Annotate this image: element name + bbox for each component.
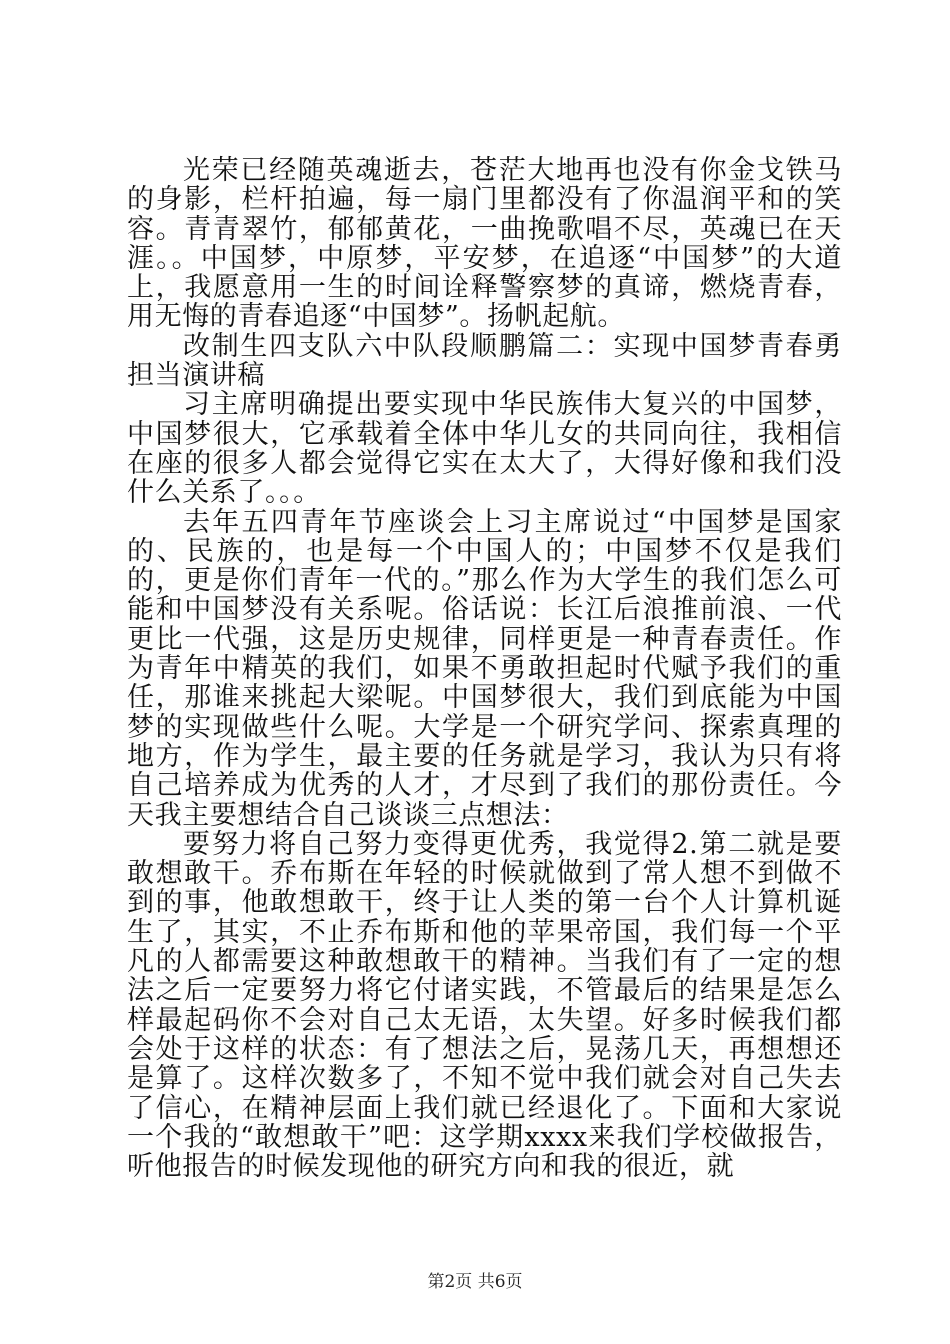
paragraph: 去年五四青年节座谈会上习主席说过“中国梦是国家的、民族的，也是每一个中国人的；中国梦不仅是我们的，更是你们青年一代的。”那么作为大学生的我们怎么可能和中国梦没有关系呢。俗话说：长江后浪推前浪、一代更比一代强，这是历史规律，同样更是一种青春责任。作为青年中精英的我们，如果不勇敢担起时代赋予我们的重任，那谁来挑起大梁呢。中国梦很大，我们到底能为中国梦的实现做些什么呢。大学是一个研究学问、探索真理的地方，作为学生，最主要的任务就是学习，我认为只有将自己培养成为优秀的人才，才尽到了我们的那份责任。今天我主要想结合自己谈谈三点想法： xyxy=(127,506,842,831)
document-body xyxy=(127,156,842,1181)
section-heading: 改制生四支队六中队段顺鹏篇二：实现中国梦青春勇担当演讲稿 xyxy=(127,330,842,392)
page-number-footer: 第2页 共6页 xyxy=(427,1272,523,1292)
paragraph: 光荣已经随英魂逝去，苍茫大地再也没有你金戈铁马的身影，栏杆拍遍，每一扇门里都没有了你温润平和的笑容。青青翠竹，郁郁黄花，一曲挽歌唱不尽，英魂已在天涯。。中国梦，中原梦，平安梦，在追逐“中国梦”的大道上，我愿意用一生的时间诠释警察梦的真谛，燃烧青春，用无悔的青春追逐“中国梦”。扬帆起航。 xyxy=(127,155,842,333)
paragraph: 习主席明确提出要实现中华民族伟大复兴的中国梦，中国梦很大，它承载着全体中华儿女的共同向往，我相信在座的很多人都会觉得它实在太大了，大得好像和我们没什么关系了。。。 xyxy=(127,389,842,509)
paragraph: 要努力将自己努力变得更优秀，我觉得2.第二就是要敢想敢干。乔布斯在年轻的时候就做到了常人想不到做不到的事，他敢想敢干，终于让人类的第一台个人计算机诞生了，其实，不止乔布斯和他的苹果帝国，我们每一个平凡的人都需要这种敢想敢干的精神。当我们有了一定的想法之后一定要努力将它付诸实践，不管最后的结果是怎么样最起码你不会对自己太无语，太失望。好多时候我们都会处于这样的状态：有了想法之后，晃荡几天，再想想还是算了。这样次数多了，不知不觉中我们就会对自己失去了信心，在精神层面上我们就已经退化了。下面和大家说一个我的“敢想敢干”吧：这学期xxxx来我们学校做报告，听他报告的时候发现他的研究方向和我的很近，就 xyxy=(127,828,842,1183)
